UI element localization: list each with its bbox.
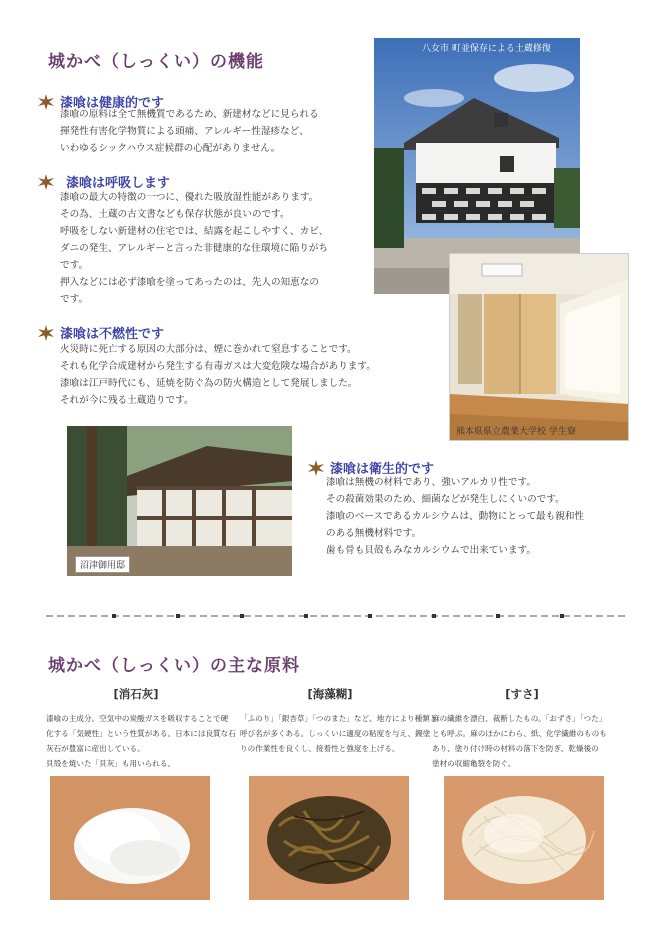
photo-villa (67, 426, 292, 576)
material-name: [海藻糊] (307, 687, 353, 701)
material-body-seaweed-glue (240, 711, 437, 756)
body-line: それも化学合成建材から発生する有毒ガスは大変危険な場合があります。 (60, 361, 376, 372)
section-body-fireproof (60, 341, 376, 409)
body-line: いわゆるシックハウス症候群の心配がありません。 (60, 143, 281, 154)
body-line: です。 (60, 260, 89, 271)
photo-caption: 八女市 町並保存による土蔵修復 (422, 44, 551, 54)
body-line: 漆喰の主成分。空気中の炭酸ガスを吸収することで硬 (46, 714, 229, 723)
body-line: 漆喰は無機の材料であり、強いアルカリ性です。 (326, 477, 536, 488)
section-heading-fireproof (38, 323, 164, 342)
material-name: [消石灰] (113, 687, 159, 701)
material-name: [すさ] (505, 687, 539, 701)
body-line: その為、土蔵の古文書なども保存状態が良いのです。 (60, 209, 290, 220)
body-line: りの作業性を良くし、接着性と強度を上げる。 (240, 744, 400, 753)
section-heading-text: 漆喰は不燃性です (60, 327, 165, 342)
body-line: 歯も骨も貝殻もみなカルシウムで出来ています。 (326, 545, 536, 556)
photo-seaweed-glue (249, 776, 409, 900)
section-body-healthy (60, 106, 319, 157)
photo-fiber (444, 776, 604, 900)
body-line: あり、塗り付け時の材料の落下を防ぎ、乾燥後の (432, 744, 599, 753)
star-burst-icon (38, 174, 54, 190)
body-line: 麻の繊維を漂白、裁断したもの。「おずさ」「つた」 (432, 714, 607, 723)
body-line: ダニの発生、アレルギーと言った非健康的な住環境に陥りがち (60, 243, 329, 254)
materials-title: 城かべ（しっくい）の主な原料 (48, 656, 300, 676)
section-body-hygienic (326, 474, 584, 559)
body-line: 漆喰の原料は全て無機質であるため、新建材などに見られる (60, 109, 319, 120)
body-line: その殺菌効果のため、細菌などが発生しにくいのです。 (326, 494, 565, 505)
photo-slaked-lime (50, 776, 210, 900)
body-line: 漆喰のベースであるカルシウムは、動物にとって最も親和性 (326, 511, 585, 522)
section-heading-text: 漆喰は健康的です (60, 96, 165, 111)
section-divider (46, 614, 626, 618)
body-line: 化する「気硬性」という性質がある。日本には良質な石 (46, 729, 236, 738)
body-line: 塗材の収縮亀裂を防ぐ。 (432, 759, 516, 768)
material-body-fiber (432, 711, 607, 771)
body-line: 呼び名が多くある。しっくいに適度の粘度を与え、鏝塗 (240, 729, 431, 738)
star-burst-icon (308, 460, 324, 476)
photo-caption: 沼津御用邸 (75, 556, 130, 573)
body-line: 貝殻を焼いた「貝灰」も用いられる。 (46, 759, 176, 768)
section-heading-text: 漆喰は呼吸します (66, 176, 171, 191)
body-line: 呼吸をしない新建材の住宅では、結露を起こしやすく、カビ、 (60, 226, 329, 237)
body-line: 「ふのり」「銀杏草」「つのまた」など、地方により種類と (240, 714, 438, 723)
body-line: 火災時に死亡する原因の大部分は、煙に巻かれて窒息することです。 (60, 344, 357, 355)
body-line: それが今に残る土蔵造りです。 (60, 395, 194, 406)
body-line: 漆喰は江戸時代にも、延焼を防ぐ為の防火構造として発展しました。 (60, 378, 358, 389)
body-line: 揮発性有害化学物質による頭痛、アレルギー性湿疹など、 (60, 126, 309, 137)
body-line: とも呼ぶ。麻のほかにわら、紙、化学繊維のものも (432, 729, 607, 738)
body-line: 漆喰の最大の特徴の一つに、優れた吸放湿性能があります。 (60, 192, 319, 203)
body-line: 灰石が豊富に産出している。 (46, 744, 145, 753)
material-body-slaked-lime (46, 711, 236, 771)
section-heading-text: 漆喰は衛生的です (330, 462, 435, 477)
body-line: です。 (60, 294, 89, 305)
body-line: 押入などには必ず漆喰を塗ってあったのは、先人の知恵なの (60, 277, 319, 288)
star-burst-icon (38, 94, 54, 110)
photo-caption: 熊本県県立農業大学校 学生寮 (456, 427, 576, 437)
body-line: のある無機材料です。 (326, 528, 422, 539)
photo-interior (449, 253, 629, 441)
star-burst-icon (38, 325, 54, 341)
functions-title: 城かべ（しっくい）の機能 (48, 52, 264, 72)
section-body-breathing (60, 189, 328, 308)
